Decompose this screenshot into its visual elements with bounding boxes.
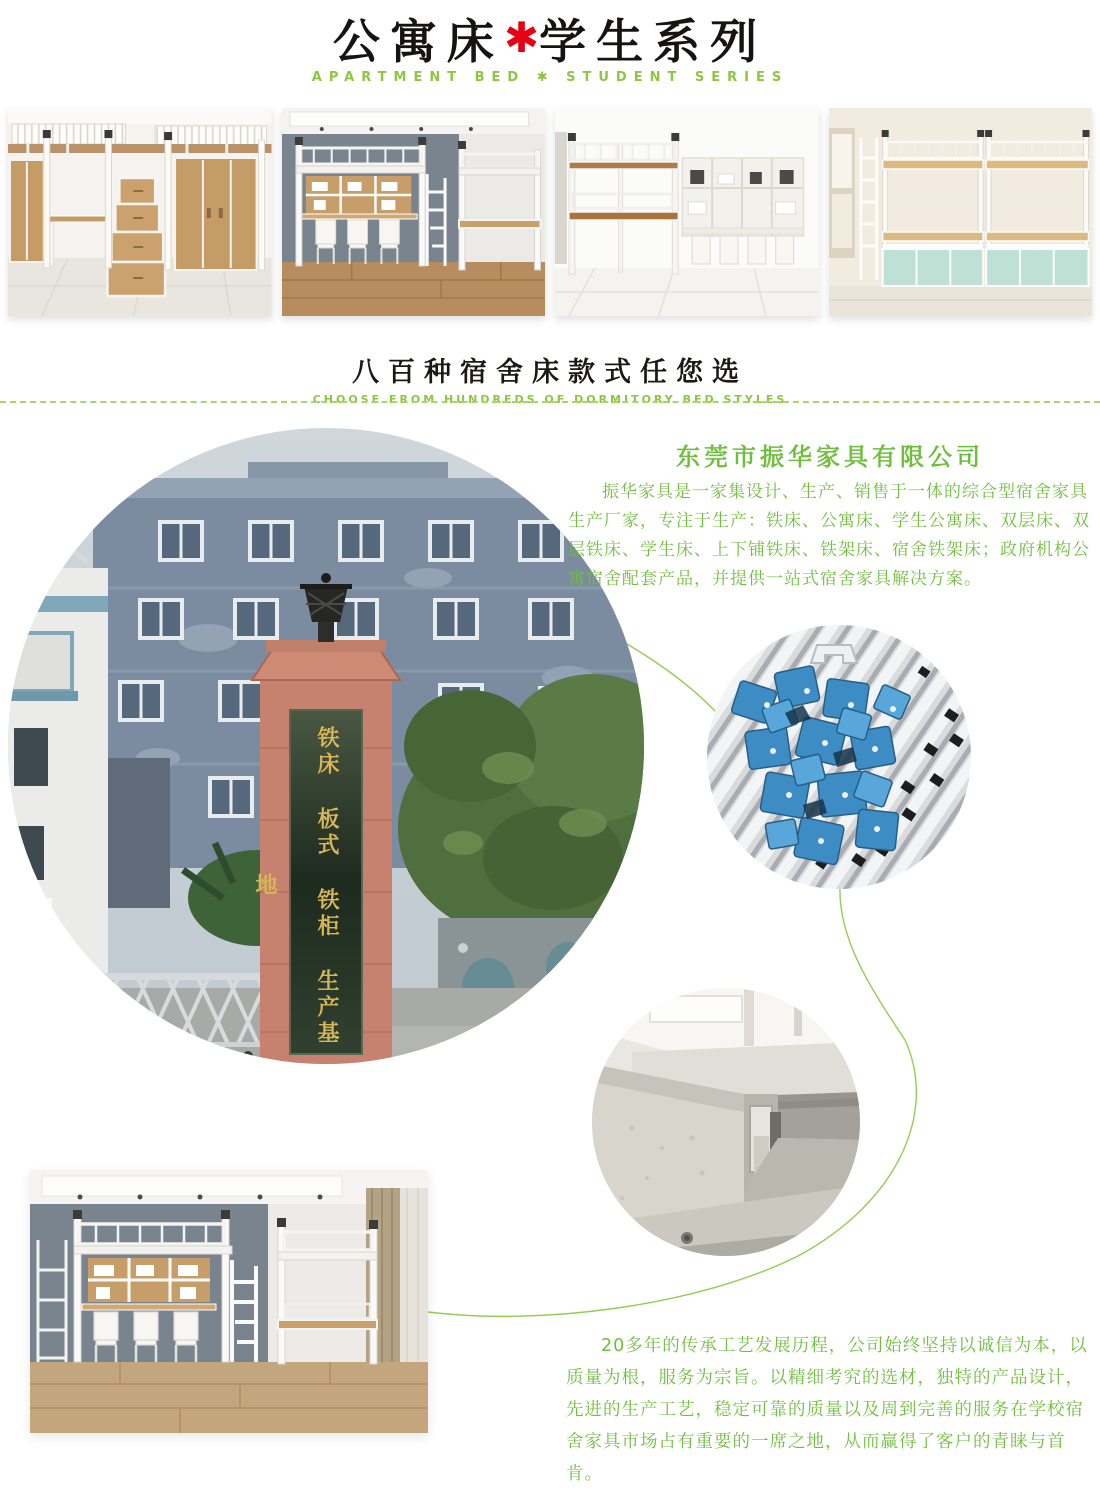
bed-tube-parts-photo bbox=[707, 625, 971, 889]
banner-english: CHOOSE FROM HUNDREDS OF DORMITORY BED STYLES bbox=[312, 393, 788, 406]
banner-chinese: 八百种宿舍床款式任您选 bbox=[352, 357, 748, 388]
banner bbox=[0, 350, 1100, 406]
factory-photo bbox=[8, 428, 644, 1064]
company-name: 东莞市振华家具有限公司 bbox=[676, 443, 984, 471]
loft-bed-desks-illustration bbox=[282, 108, 546, 316]
dormitory-room-photo bbox=[30, 1170, 428, 1433]
pillar-sign-text: 铁床 板式 铁柜 生产基地 bbox=[252, 725, 339, 1047]
page-title-english: APARTMENT BED ✱ STUDENT SERIES bbox=[311, 70, 789, 86]
bunk-bed-alcove-illustration bbox=[555, 108, 819, 316]
dashed-divider bbox=[0, 401, 1100, 403]
tube-parts-illustration bbox=[707, 625, 971, 889]
product-photo-loft-bed-desks bbox=[282, 108, 546, 316]
frame-joint-illustration bbox=[592, 988, 860, 1256]
dormitory-room-illustration bbox=[30, 1170, 428, 1433]
product-photo-bunk-bed-alcove bbox=[555, 108, 819, 316]
product-photo-bunk-bed-cabinets bbox=[829, 108, 1093, 316]
bed-frame-joint-photo bbox=[592, 988, 860, 1256]
company-history-paragraph: 20多年的传承工艺发展历程，公司始终坚持以诚信为本，以质量为根，服务为宗旨。以精细考究的选材，独特的产品设计，先进的生产工艺，稳定可靠的质量以及周到完善的服务在学校宿舍家具市场占有重要的一席之地，从而赢得了客户的青睐与首肯。 bbox=[566, 1336, 1088, 1484]
page-header bbox=[0, 13, 1100, 86]
title-left: 公寓床 bbox=[332, 15, 504, 70]
loft-bed-wardrobe-illustration bbox=[8, 108, 272, 316]
bunk-bed-cabinets-illustration bbox=[829, 108, 1093, 316]
product-photo-loft-bed-wardrobe bbox=[8, 108, 272, 316]
title-star-icon: ✱ bbox=[503, 13, 540, 62]
product-gallery bbox=[8, 108, 1092, 316]
page-title bbox=[0, 13, 1100, 70]
title-right: 学生系列 bbox=[539, 15, 768, 70]
company-intro-paragraph: 振华家具是一家集设计、生产、销售于一体的综合型宿舍家具生产厂家，专注于生产：铁床、公寓床、学生公寓床、双层床、双层铁床、学生床、上下铺铁床、铁架床、宿舍铁架床；政府机构公寓宿舍配套产品，并提供一站式宿舍家具解决方案。 bbox=[568, 482, 1090, 589]
